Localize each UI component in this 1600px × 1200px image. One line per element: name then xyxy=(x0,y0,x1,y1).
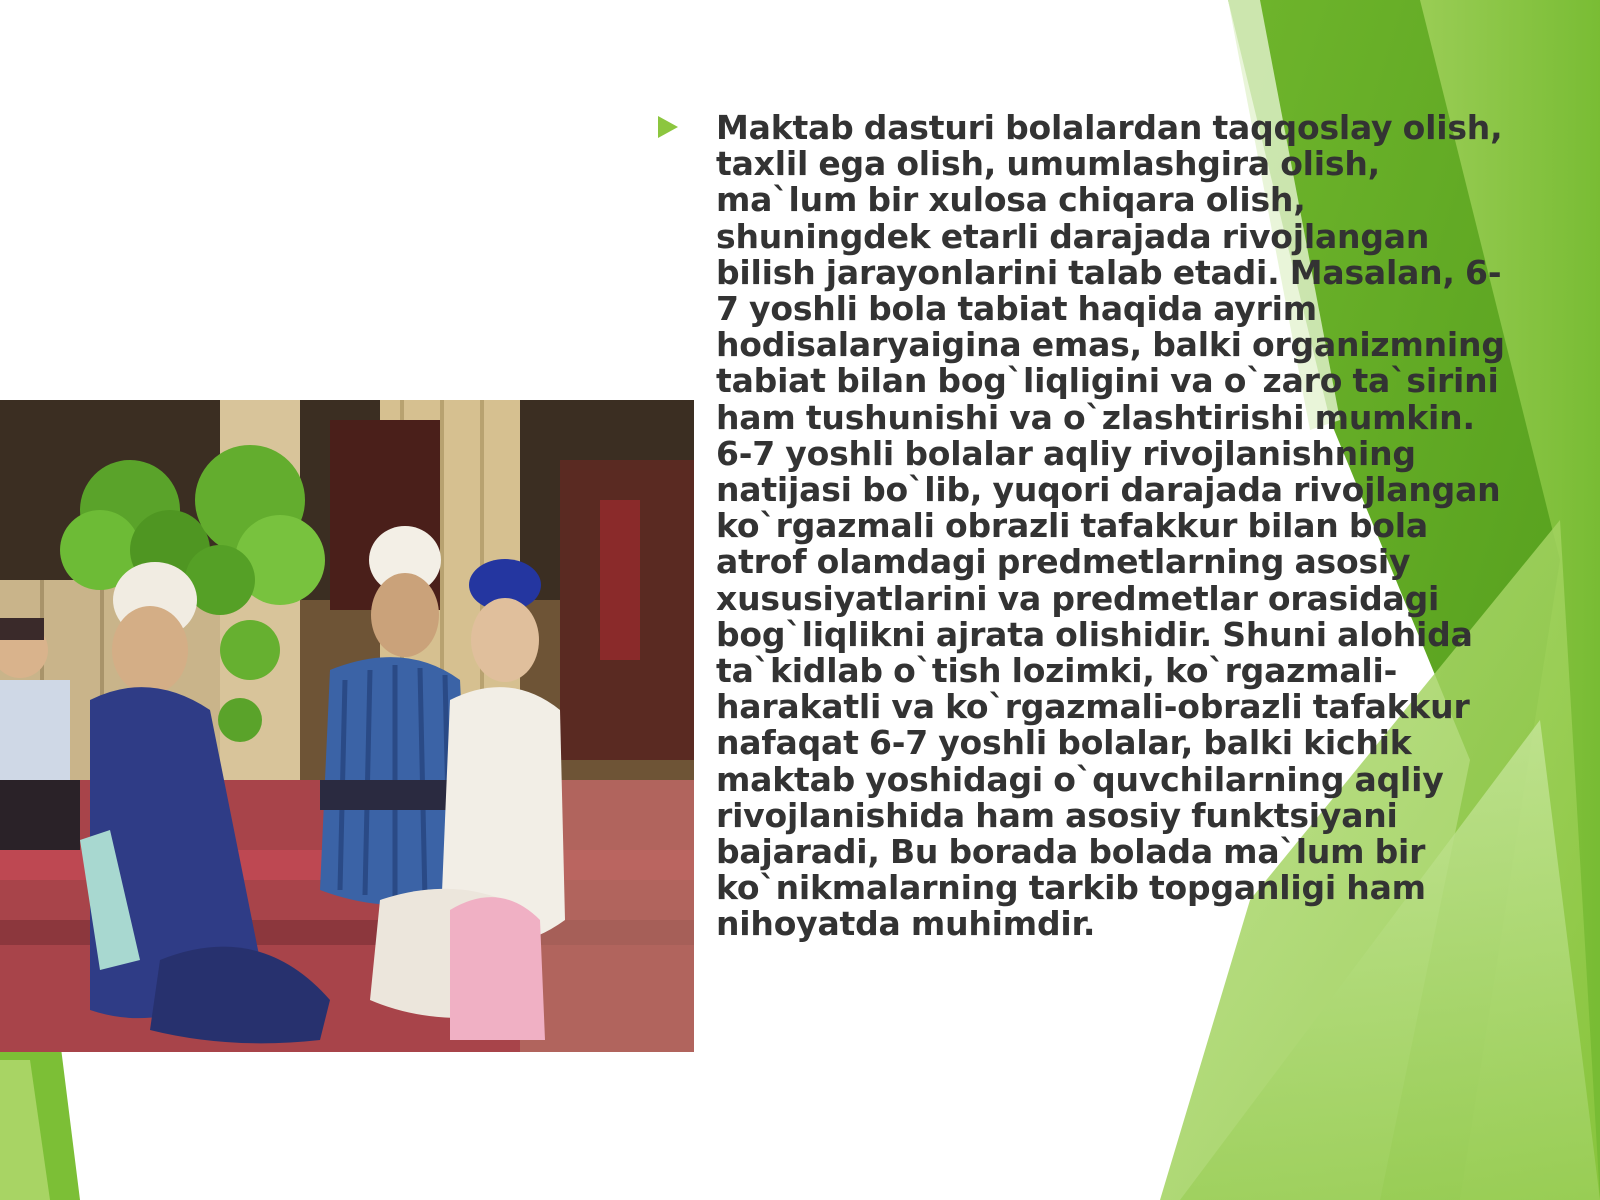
triangle-bullet-icon xyxy=(658,116,678,138)
bullet-paragraph: Maktab dasturi bolalardan taqqoslay olish, taxlil ega olish, umumlashgira olish, ma`lum bir xulosa chiqara olish, shuningdek etarli darajada rivojlangan bilish jarayonlarini talab etadi. Masalan, 6-7 yoshli bola tabiat haqida ayrim hodisalaryaigina emas, balki organizmning tabiat bilan bog`liqligini va o`zaro ta`sirini ham tushunishi va o`zlashtirishi mumkin. 6-7 yoshli bolalar aqliy rivojlanishning natijasi bo`lib, yuqori darajada rivojlangan ko`rgazmali obrazli tafakkur bilan bola atrof olamdagi predmetlarning asosiy xususiyatlarini va predmetlar orasidagi bog`liqlikni ajrata olishidir. Shuni alohida ta`kidlab o`tish lozimki, ko`rgazmali-harakatli va ko`rgazmali-obrazli tafakkur nafaqat 6-7 yoshli bolalar, balki kichik maktab yoshidagi o`quvchilarning aqliy rivojlanishida ham asosiy funktsiyani bajaradi, Bu borada bolada ma`lum bir ko`nikmalarning tarkib topganligi ham nihoyatda muhimdir. xyxy=(716,108,1505,944)
children-in-traditional-dress-photo xyxy=(0,400,694,1052)
